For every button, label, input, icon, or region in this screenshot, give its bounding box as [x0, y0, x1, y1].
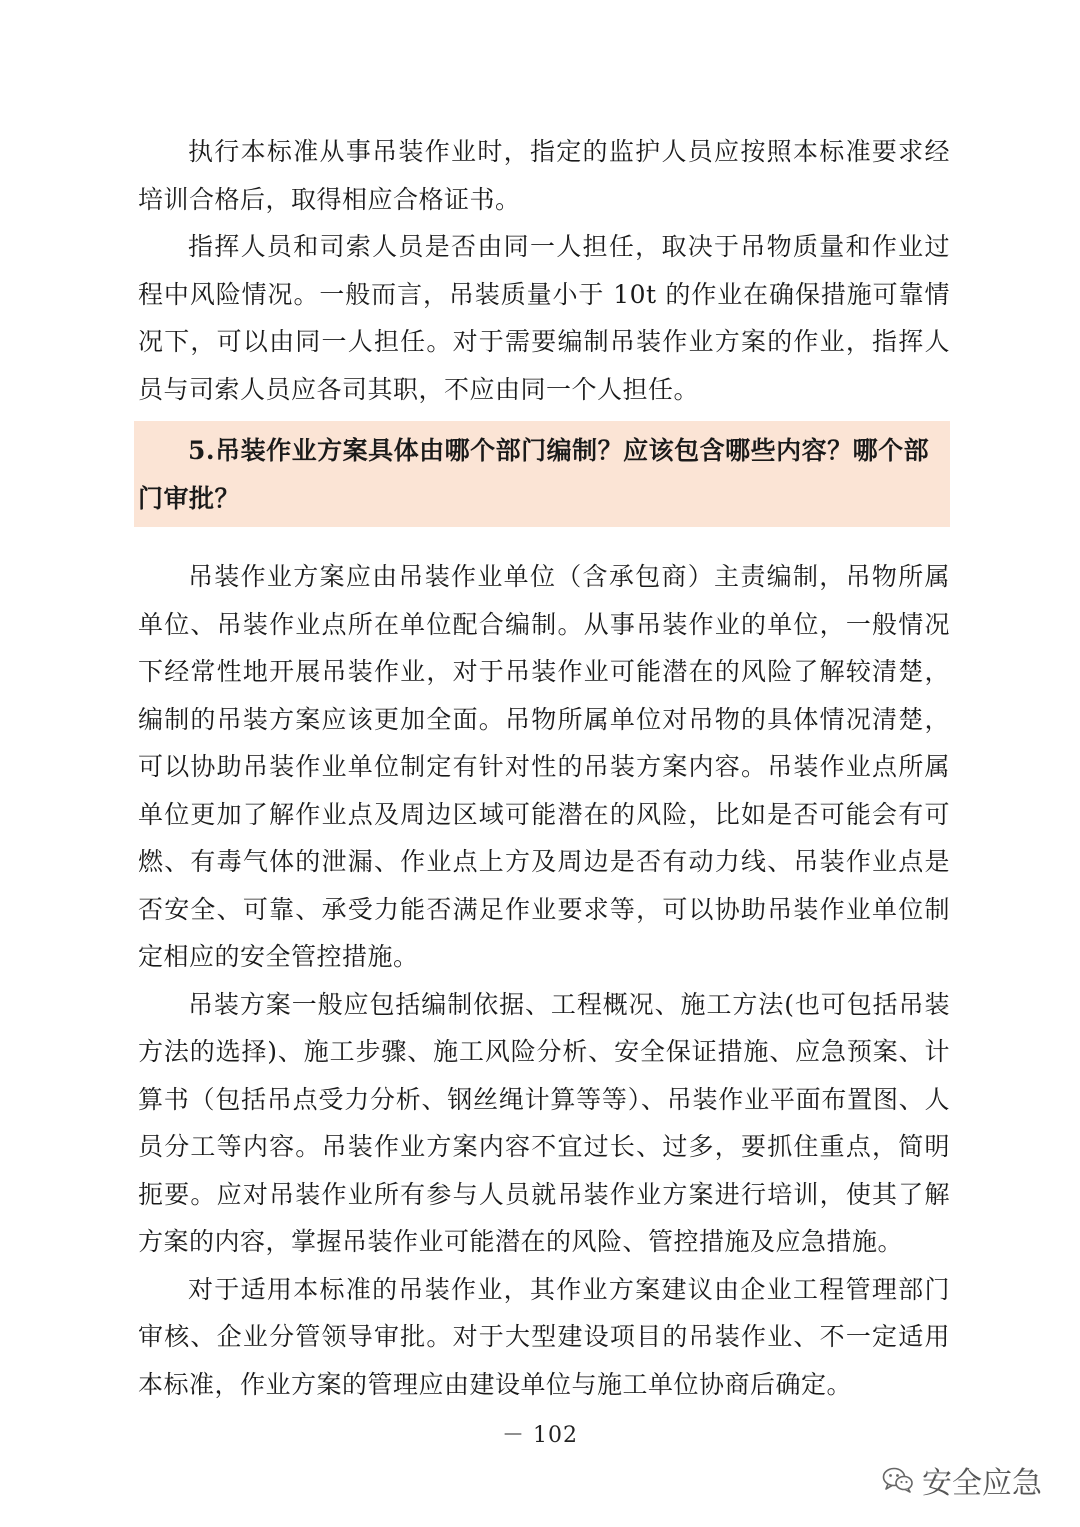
wechat-icon	[882, 1466, 914, 1494]
watermark	[882, 1458, 1042, 1502]
paragraph-plan-preparation: 吊装作业方案应由吊装作业单位（含承包商）主责编制，吊物所属单位、吊装作业点所在单位配合编制。从事吊装作业的单位，一般情况下经常性地开展吊装作业，对于吊装作业可能潜在的风险了解较清楚，编制的吊装方案应该更加全面。吊物所属单位对吊物的具体情况清楚，可以协助吊装作业单位制定有针对性的吊装方案内容。吊装作业点所属单位更加了解作业点及周边区域可能潜在的风险，比如是否可能会有可燃、有毒气体的泄漏、作业点上方及周边是否有动力线、吊装作业点是否安全、可靠、承受力能否满足作业要求等，可以协助吊装作业单位制定相应的安全管控措施。	[138, 562, 950, 971]
paragraph-monitor-training: 执行本标准从事吊装作业时，指定的监护人员应按照本标准要求经培训合格后，取得相应合格证书。	[138, 137, 950, 214]
watermark-text: 安全应急	[922, 1466, 1042, 1501]
section-heading-box	[134, 421, 950, 527]
page-number: － 102	[502, 1423, 578, 1448]
section-heading: 5.吊装作业方案具体由哪个部门编制？应该包含哪些内容？哪个部门审批？	[138, 436, 930, 513]
document-body	[138, 128, 950, 1408]
paragraph-plan-contents: 吊装方案一般应包括编制依据、工程概况、施工方法(也可包括吊装方法的选择)、施工步骤、施工风险分析、安全保证措施、应急预案、计算书（包括吊点受力分析、钢丝绳计算等等）、吊装作业平面布置图、人员分工等内容。吊装作业方案内容不宜过长、过多，要抓住重点，简明扼要。应对吊装作业所有参与人员就吊装作业方案进行培训，使其了解方案的内容，掌握吊装作业可能潜在的风险、管控措施及应急措施。	[138, 989, 950, 1256]
paragraph-commander-rigger: 指挥人员和司索人员是否由同一人担任，取决于吊物质量和作业过程中风险情况。一般而言，吊装质量小于 10t 的作业在确保措施可靠情况下，可以由同一人担任。对于需要编制吊装作业方案的作业，指挥人员与司索人员应各司其职，不应由同一个人担任。	[138, 232, 950, 404]
paragraph-plan-approval: 对于适用本标准的吊装作业，其作业方案建议由企业工程管理部门审核、企业分管领导审批。对于大型建设项目的吊装作业、不一定适用本标准，作业方案的管理应由建设单位与施工单位协商后确定。	[138, 1274, 950, 1399]
